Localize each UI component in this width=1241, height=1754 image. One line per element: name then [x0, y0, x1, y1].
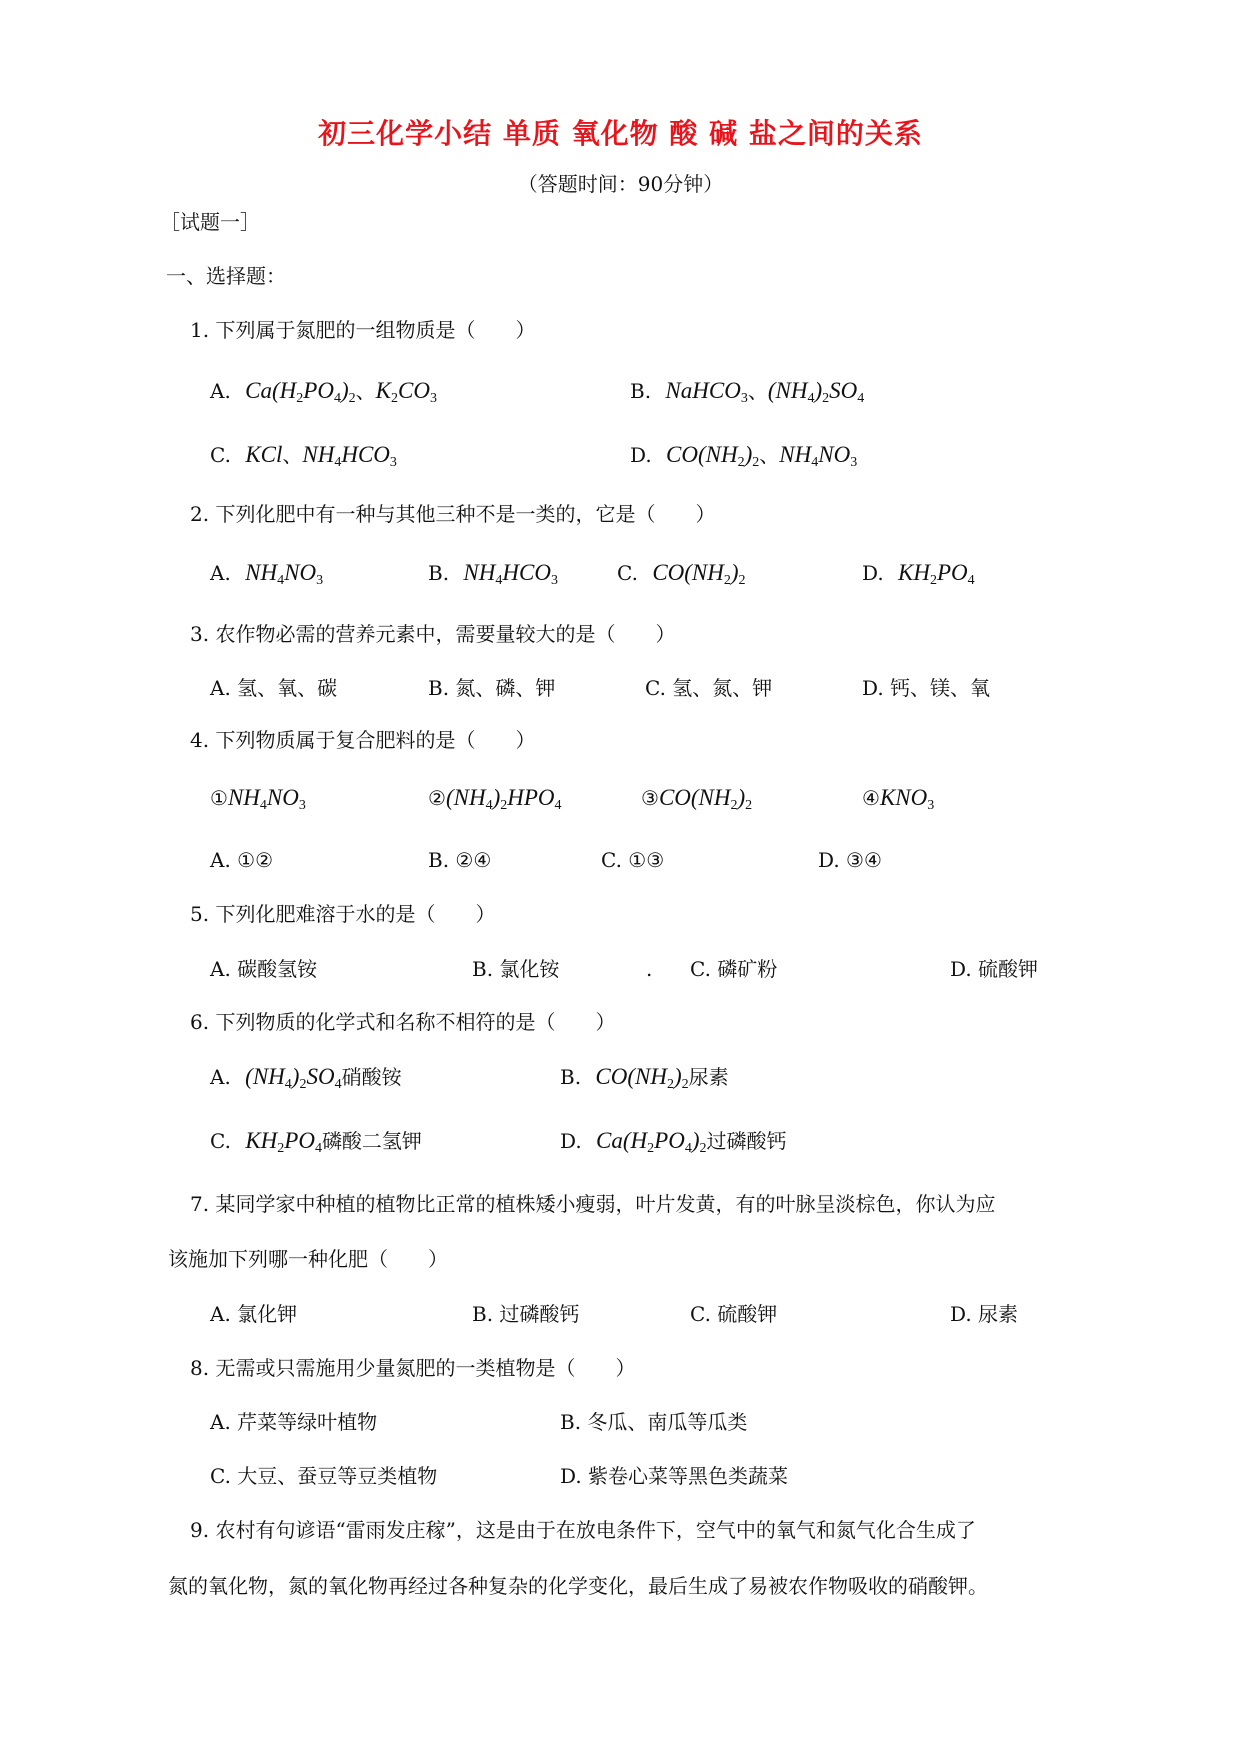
q4-option-a: A. ①② — [210, 848, 274, 872]
formula: NaHCO$_3$ — [665, 378, 748, 406]
q3-option-a: A. 氢、氧、碳 — [210, 676, 338, 700]
compound-name: 过磷酸钙 — [706, 1129, 787, 1153]
q2-option-b — [428, 556, 558, 598]
q3-option-c: C. 氢、氮、钾 — [645, 676, 773, 700]
q5-option-b: B. 氯化铵 — [472, 957, 560, 981]
formula: $CO(NH_2)_2$ — [666, 442, 760, 470]
option-label: D. — [630, 443, 652, 467]
formula: $NH_4NO_3$ — [779, 442, 858, 470]
question-7-stem-line1: 7. 某同学家中种植的植物比正常的植株矮小瘦弱，叶片发黄，有的叶脉呈淡棕色，你认为应 — [190, 1192, 996, 1216]
formula: $KH_2PO_4$ — [245, 1128, 322, 1156]
question-3-stem: 3. 农作物必需的营养元素中，需要量较大的是（ ） — [190, 622, 676, 646]
q2-option-a — [210, 556, 323, 598]
option-label: D. — [560, 1129, 582, 1153]
formula: $K_2CO_3$ — [375, 378, 437, 406]
q1-option-a: A. $Ca(H_2PO_4)_2$、$K_2CO_3$ — [210, 378, 437, 406]
q1-option-b: B. NaHCO$_3$、$(NH_4)_2SO_4$ — [630, 378, 865, 406]
q6-option-c — [210, 1124, 422, 1166]
q4-item-2: $②(NH_4)_2HPO_4$ — [428, 785, 562, 813]
option-label: B. — [428, 561, 450, 585]
option-label: B. — [560, 1065, 582, 1089]
q4-option-d: D. ③④ — [818, 848, 882, 872]
compound-name: 磷酸二氢钾 — [321, 1129, 422, 1153]
q4-option-b: B. ②④ — [428, 848, 492, 872]
option-label: D. — [862, 561, 884, 585]
compound-name: 尿素 — [688, 1065, 729, 1089]
question-9-stem-line2: 氮的氧化物，氮的氧化物再经过各种复杂的化学变化，最后生成了易被农作物吸收的硝酸钾。 — [168, 1574, 988, 1598]
section-tag: ［试题一］ — [160, 210, 260, 234]
q2-option-d — [862, 556, 975, 598]
option-label: B. — [630, 379, 652, 403]
q5-option-a: A. 碳酸氢铵 — [210, 957, 318, 981]
q7-option-c: C. 硫酸钾 — [690, 1302, 778, 1326]
q7-option-a: A. 氯化钾 — [210, 1302, 298, 1326]
section-heading: 一、选择题： — [166, 264, 286, 288]
answer-time: （答题时间：90分钟） — [517, 172, 724, 196]
formula: $NH_4HCO_3$ — [463, 560, 558, 588]
q3-option-b: B. 氮、磷、钾 — [428, 676, 556, 700]
q2-option-c — [617, 556, 746, 598]
q1-option-c: C. KCl、$NH_4HCO_3$ — [210, 442, 397, 470]
formula: $CO(NH_2)_2$ — [658, 785, 753, 813]
option-label: A. — [210, 561, 231, 585]
formula: $CO(NH_2)_2$ — [652, 560, 746, 588]
formula: $NH_4HCO_3$ — [302, 442, 397, 470]
option-label: A. — [210, 1065, 231, 1089]
question-1-stem: 1. 下列属于氮肥的一组物质是（ ） — [190, 318, 536, 342]
question-6-stem: 6. 下列物质的化学式和名称不相符的是（ ） — [190, 1010, 616, 1034]
q4-item-4: $④KNO_3$ — [862, 785, 935, 813]
q5-option-c: C. 磷矿粉 — [690, 957, 778, 981]
stray-mark: . — [646, 957, 653, 981]
q6-option-d — [560, 1124, 787, 1166]
q8-option-b: B. 冬瓜、南瓜等瓜类 — [560, 1410, 748, 1434]
option-label: C. — [617, 561, 638, 585]
q1-option-d: D. $CO(NH_2)_2$、$NH_4NO_3$ — [630, 442, 858, 470]
formula: $NH_4NO_3$ — [227, 785, 306, 813]
q5-option-d: D. 硫酸钾 — [950, 957, 1039, 981]
formula: $(NH_4)_2HPO_4$ — [445, 785, 562, 813]
option-label: C. — [210, 443, 231, 467]
document-title: 初三化学小结 单质 氧化物 酸 碱 盐之间的关系 — [318, 117, 923, 150]
formula: $KNO_3$ — [879, 785, 935, 813]
formula: $KH_2PO_4$ — [898, 560, 975, 588]
formula: $(NH_4)_2SO_4$ — [767, 378, 865, 406]
formula: $NH_4NO_3$ — [245, 560, 324, 588]
q3-option-d: D. 钙、镁、氧 — [862, 676, 991, 700]
formula: $Ca(H_2PO_4)_2$ — [245, 378, 356, 406]
formula: $(NH_4)_2SO_4$ — [245, 1064, 342, 1092]
q6-option-b — [560, 1060, 729, 1102]
formula: $Ca(H_2PO_4)_2$ — [596, 1128, 707, 1156]
q8-option-a: A. 芹菜等绿叶植物 — [210, 1410, 378, 1434]
question-5-stem: 5. 下列化肥难溶于水的是（ ） — [190, 902, 496, 926]
question-8-stem: 8. 无需或只需施用少量氮肥的一类植物是（ ） — [190, 1356, 636, 1380]
option-label: A. — [210, 379, 231, 403]
compound-name: 硝酸铵 — [341, 1065, 402, 1089]
question-2-stem: 2. 下列化肥中有一种与其他三种不是一类的，它是（ ） — [190, 502, 716, 526]
option-label: C. — [210, 1129, 231, 1153]
q7-option-d: D. 尿素 — [950, 1302, 1019, 1326]
question-9-stem-line1: 9. 农村有句谚语“雷雨发庄稼”，这是由于在放电条件下，空气中的氧气和氮气化合生成了 — [190, 1518, 976, 1542]
question-7-stem-line2: 该施加下列哪一种化肥（ ） — [168, 1247, 448, 1271]
q7-option-b: B. 过磷酸钙 — [472, 1302, 580, 1326]
q8-option-d: D. 紫卷心菜等黑色类蔬菜 — [560, 1464, 789, 1488]
q4-option-c: C. ①③ — [601, 848, 665, 872]
q4-item-3: $③CO(NH_2)_2$ — [641, 785, 753, 813]
q4-item-1: $①NH_4NO_3$ — [210, 785, 306, 813]
formula: $CO(NH_2)_2$ — [595, 1064, 689, 1092]
question-4-stem: 4. 下列物质属于复合肥料的是（ ） — [190, 728, 536, 752]
q8-option-c: C. 大豆、蚕豆等豆类植物 — [210, 1464, 438, 1488]
formula: KCl — [245, 442, 283, 467]
q6-option-a — [210, 1060, 402, 1102]
